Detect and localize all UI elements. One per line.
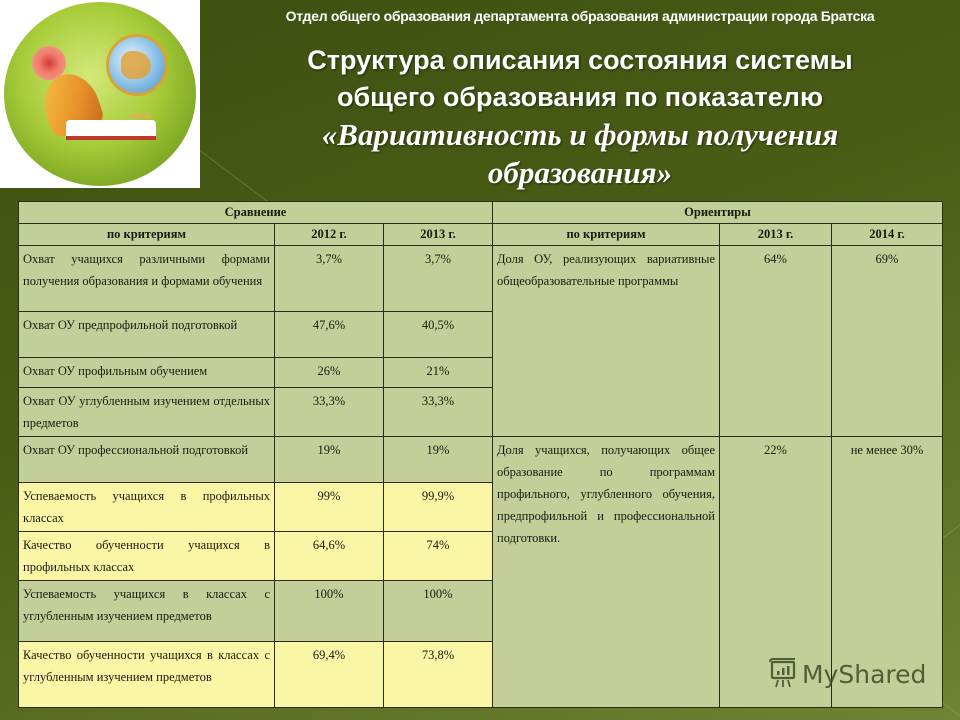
slide-title xyxy=(200,42,960,116)
criterion-cell: Охват учащихся различными формами получения образования и формами обучения xyxy=(19,246,275,312)
indicator-table xyxy=(18,201,943,708)
globe-icon xyxy=(106,34,168,96)
value-2013: 99,9% xyxy=(384,483,493,532)
comparison-criteria-header: по критериям xyxy=(19,224,275,246)
criterion-cell: Качество обученности учащихся в профильных классах xyxy=(19,532,275,581)
targets-criteria-header: по критериям xyxy=(493,224,720,246)
value-2012: 100% xyxy=(275,581,384,642)
criterion-cell: Охват ОУ профессиональной подготовкой xyxy=(19,437,275,483)
group-header-row xyxy=(19,202,943,224)
target-value-2014: 69% xyxy=(832,246,943,437)
value-2013: 40,5% xyxy=(384,312,493,358)
target-value-2013: 22% xyxy=(720,437,832,708)
value-2013: 74% xyxy=(384,532,493,581)
value-2013: 100% xyxy=(384,581,493,642)
globe-land xyxy=(121,51,151,79)
title-line-1: Структура описания состояния системы xyxy=(307,45,853,75)
presentation-board-icon xyxy=(768,658,798,690)
slide-subtitle xyxy=(200,116,960,192)
criterion-cell: Успеваемость учащихся в классах с углубленным изучением предметов xyxy=(19,581,275,642)
table-row xyxy=(19,246,943,312)
criterion-cell: Охват ОУ предпрофильной подготовкой xyxy=(19,312,275,358)
title-line-2: общего образования по показателю xyxy=(336,82,823,112)
value-2012: 26% xyxy=(275,358,384,388)
value-2013: 3,7% xyxy=(384,246,493,312)
comparison-group-header: Сравнение xyxy=(19,202,493,224)
open-book-icon xyxy=(66,120,156,140)
subtitle-line-2: образования» xyxy=(487,155,673,190)
value-2012: 69,4% xyxy=(275,642,384,708)
value-2012: 33,3% xyxy=(275,388,384,437)
globe-stand xyxy=(128,98,152,118)
value-2012: 99% xyxy=(275,483,384,532)
value-2012: 3,7% xyxy=(275,246,384,312)
value-2012: 19% xyxy=(275,437,384,483)
value-2012: 64,6% xyxy=(275,532,384,581)
target-value-2014: не менее 30% xyxy=(832,437,943,708)
target-criterion-cell: Доля учащихся, получающих общее образование по программам профильного, углубленного обучения, предпрофильной и профессиональной подготовки. xyxy=(493,437,720,708)
criterion-cell: Успеваемость учащихся в профильных классах xyxy=(19,483,275,532)
watermark xyxy=(768,658,926,690)
column-header-row xyxy=(19,224,943,246)
target-criterion-cell: Доля ОУ, реализующих вариативные общеобразовательные программы xyxy=(493,246,720,437)
school-logo xyxy=(0,0,200,188)
targets-2014-header: 2014 г. xyxy=(832,224,943,246)
criterion-cell: Качество обученности учащихся в классах с углубленным изучением предметов xyxy=(19,642,275,708)
comparison-2013-header: 2013 г. xyxy=(384,224,493,246)
targets-group-header: Ориентиры xyxy=(493,202,943,224)
value-2012: 47,6% xyxy=(275,312,384,358)
value-2013: 19% xyxy=(384,437,493,483)
value-2013: 33,3% xyxy=(384,388,493,437)
watermark-text: MyShared xyxy=(802,659,927,689)
targets-2013-header: 2013 г. xyxy=(720,224,832,246)
criterion-cell: Охват ОУ профильным обучением xyxy=(19,358,275,388)
table-row xyxy=(19,437,943,483)
value-2013: 73,8% xyxy=(384,642,493,708)
subtitle-line-1: «Вариативность и формы получения xyxy=(321,117,839,152)
comparison-2012-header: 2012 г. xyxy=(275,224,384,246)
organization-name: Отдел общего образования департамента образования администрации города Братска xyxy=(285,8,875,24)
target-value-2013: 64% xyxy=(720,246,832,437)
criterion-cell: Охват ОУ углубленным изучением отдельных предметов xyxy=(19,388,275,437)
logo-circle xyxy=(4,2,196,186)
value-2013: 21% xyxy=(384,358,493,388)
